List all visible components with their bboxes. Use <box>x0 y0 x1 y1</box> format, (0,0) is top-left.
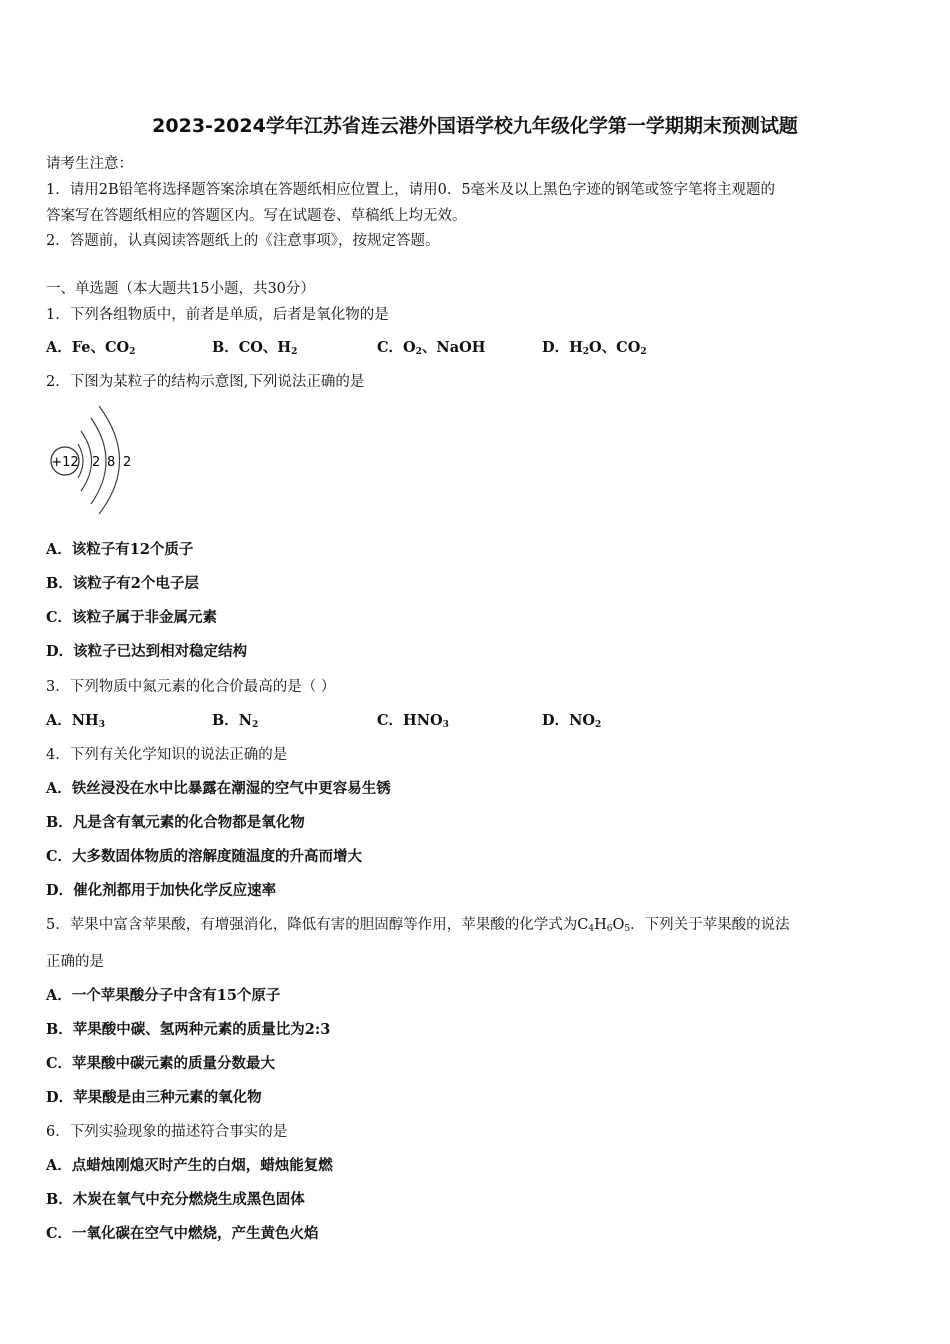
section-heading: 一、单选题（本大题共15小题，共30分） <box>46 281 315 297</box>
atom-structure-diagram <box>44 400 144 518</box>
shell-electrons-2: 8 <box>107 455 116 470</box>
notice-item-1b: 答案写在答题纸相应的答题区内。写在试题卷、草稿纸上均无效。 <box>46 208 467 224</box>
q1-option-d: D．$H_2O$、$CO_2$ <box>542 339 647 357</box>
q4-option-c: C．大多数固体物质的溶解度随温度的升高而增大 <box>46 848 363 865</box>
question-4-stem: 4．下列有关化学知识的说法正确的是 <box>46 747 288 763</box>
q2-option-a: A．该粒子有12个质子 <box>46 541 194 558</box>
q4-option-b: B．凡是含有氧元素的化合物都是氧化物 <box>46 814 305 831</box>
q6-option-b: B．木炭在氧气中充分燃烧生成黑色固体 <box>46 1191 305 1208</box>
notice-heading: 请考生注意： <box>46 156 133 172</box>
question-2-stem: 2．下图为某粒子的结构示意图,下列说法正确的是 <box>46 374 365 390</box>
question-3-stem: 3．下列物质中氮元素的化合价最高的是（ ） <box>46 679 336 695</box>
q1-option-b: B．CO、$H_2$ <box>212 339 298 357</box>
q5-option-d: D．苹果酸是由三种元素的氧化物 <box>46 1089 262 1106</box>
question-5-stem-cont: 正确的是 <box>46 954 104 970</box>
q3-option-c: C．$HNO_3$ <box>377 712 449 730</box>
exam-title: 2023-2024学年江苏省连云港外国语学校九年级化学第一学期期末预测试题 <box>152 115 798 137</box>
q2-option-d: D．该粒子已达到相对稳定结构 <box>46 643 248 660</box>
q5-option-b: B．苹果酸中碳、氢两种元素的质量比为2:3 <box>46 1021 331 1038</box>
notice-item-1a: 1．请用2B铅笔将选择题答案涂填在答题纸相应位置上，请用0．5毫米及以上黑色字迹的钢笔或签字笔将主观题的 <box>46 182 776 198</box>
notice-item-2: 2．答题前，认真阅读答题纸上的《注意事项》，按规定答题。 <box>46 233 440 249</box>
question-6-stem: 6．下列实验现象的描述符合事实的是 <box>46 1124 288 1140</box>
q4-option-a: A．铁丝浸没在水中比暴露在潮湿的空气中更容易生锈 <box>46 780 391 797</box>
q1-option-c: C．$O_2$、NaOH <box>377 339 486 357</box>
q6-option-c: C．一氧化碳在空气中燃烧，产生黄色火焰 <box>46 1225 319 1242</box>
q5-option-c: C．苹果酸中碳元素的质量分数最大 <box>46 1055 276 1072</box>
q3-option-d: D．$NO_2$ <box>542 712 602 730</box>
shell-electrons-1: 2 <box>92 455 101 470</box>
q3-option-b: B．$N_2$ <box>212 712 259 730</box>
q2-option-c: C．该粒子属于非金属元素 <box>46 609 218 626</box>
question-1-stem: 1．下列各组物质中，前者是单质，后者是氧化物的是 <box>46 307 389 323</box>
question-5-stem: 5．苹果中富含苹果酸，有增强消化，降低有害的胆固醇等作用，苹果酸的化学式为$C_4H_6O_5$．下列关于苹果酸的说法 <box>46 917 790 934</box>
q1-option-a: A．Fe、$CO_2$ <box>46 339 136 357</box>
q2-option-b: B．该粒子有2个电子层 <box>46 575 199 592</box>
shell-electrons-3: 2 <box>123 455 132 470</box>
nucleus-charge: +12 <box>51 455 79 470</box>
q5-option-a: A．一个苹果酸分子中含有15个原子 <box>46 987 281 1004</box>
q6-option-a: A．点蜡烛刚熄灭时产生的白烟，蜡烛能复燃 <box>46 1157 333 1174</box>
q3-option-a: A．$NH_3$ <box>46 712 105 730</box>
q4-option-d: D．催化剂都用于加快化学反应速率 <box>46 882 277 899</box>
